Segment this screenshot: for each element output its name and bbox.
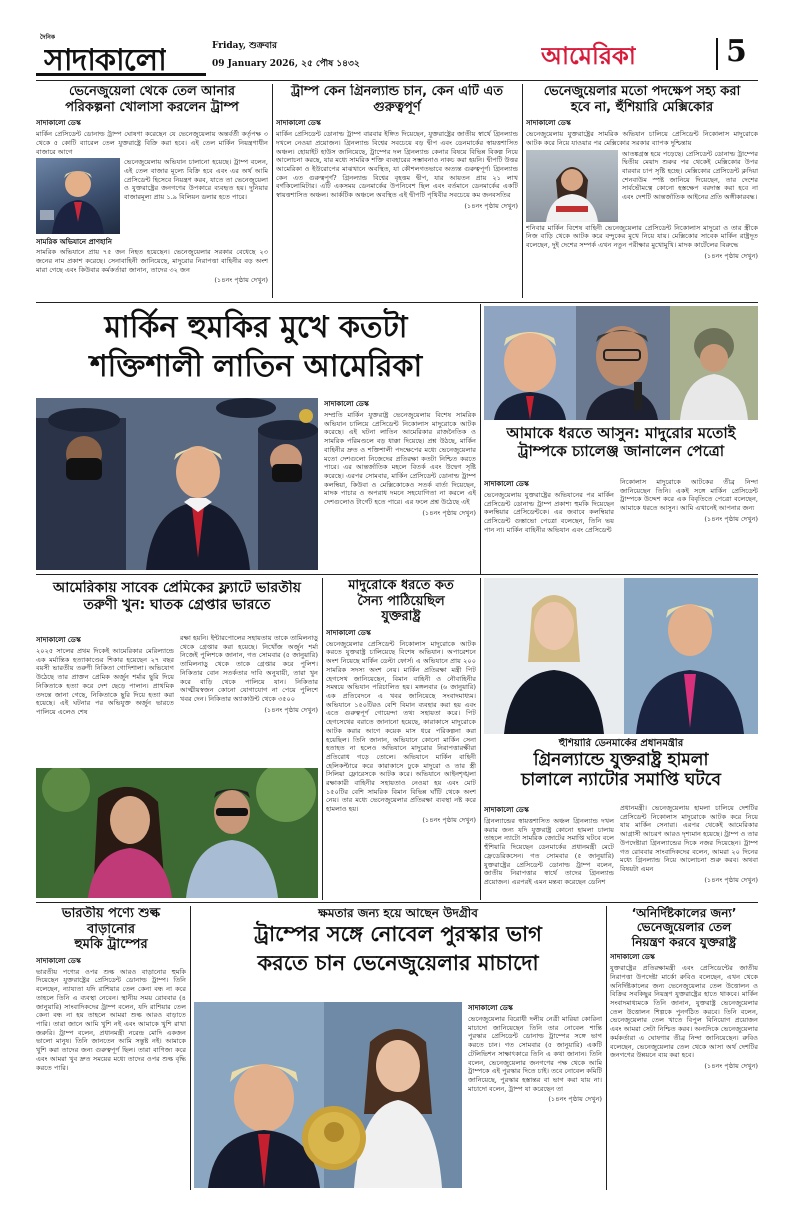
column-rule xyxy=(190,906,191,1190)
body: ভারতীয় পণ্যের ওপর শুল্ক আরও বাড়ানোর হুমকি দিয়েছেন যুক্তরাষ্ট্রের প্রেসিডেন্ট ডোনাল্ড ট্রাম্প। তিনি বলেছেন, ন্যায্যতা যদি রাশিয়ার তেল কেনা বন্ধ না করে তাহলে তিনি এ ব্যবস্থা নেবেন। স্থানীয় সময় রোববার (৪ জানুয়ারি) সাংবাদিকদের ট্রাম্প বলেন, যদি রাশিয়ার তেল কেনা বন্ধ না হয় তাহলে আমরা শুল্ক আরও বাড়াতে পারি। তারা জানে আমি খুশি নই এবং আমাকে খুশি রাখা জরুরি। ট্রাম্প বলেন, প্রধানমন্ত্রী নরেন্দ্র মোদি একজন ভালো মানুষ। তিনি জানতেন আমি সন্তুষ্ট নই। আমাকে খুশি করা তাদের জন্য গুরুত্বপূর্ণ ছিল। তারা বাণিজ্য করে এবং আমরা খুব দ্রুত সময়ের মধ্যে তাদের ওপর শুল্ক বৃদ্ধি করতে পারি। xyxy=(36,967,186,1072)
byline: সাদাকালো ডেস্ক xyxy=(36,119,81,128)
petro-article xyxy=(484,478,758,572)
oil-control-article xyxy=(610,906,758,1190)
body-left: ভেনেজুয়েলায় যুক্তরাষ্ট্রের অভিযানের পর মার্কিন প্রেসিডেন্ট ডোনাল্ড ট্রাম্প প্রকাশ্য হুমকি দিয়েছেন কলম্বিয়ার প্রেসিডেন্টকে। এর জবাবে কলম্বিয়ার প্রেসিডেন্ট গুস্তাভো পেত্রো বলেছেন, তিনি ভয় পান না। মার্কিন বাহিনীর অভিযান এবং প্রেসিডেন্ট xyxy=(484,491,614,534)
body: মার্কিন প্রেসিডেন্ট ডোনাল্ড ট্রাম্প বারবার ইঙ্গিত দিয়েছেন, যুক্তরাষ্ট্রের জাতীয় স্বার্থে গ্রিনল্যান্ড দখলে নেওয়া প্রয়োজন। গ্রিনল্যান্ড বিশ্বের সবচেয়ে বড় দ্বীপ এবং ডেনমার্কের স্বায়ত্তশাসিত অঞ্চল। হোয়াইট হাউস জানিয়েছে, ট্রাম্পের দল গ্রিনল্যান্ড কেনার বিষয়ে বিভিন্ন বিকল্প নিয়ে আলোচনা করছে, যার মধ্যে সামরিক শক্তি ব্যবহারের সম্ভাবনাও নাকচ করা হয়নি। দ্বীপটি উত্তর আমেরিকা ও ইউরোপের মাঝখানে অবস্থিত, যা কৌশলগতভাবে অত্যন্ত গুরুত্বপূর্ণ। গ্রিনল্যান্ড কেন এত গুরুত্বপূর্ণ? গ্রিনল্যান্ড বিশ্বের বৃহত্তম দ্বীপ, যার আয়তন প্রায় ২১ লাখ বর্গকিলোমিটার। এটি একসময় ডেনমার্কের উপনিবেশ ছিল এবং বর্তমানে ডেনমার্কের একটি স্বায়ত্তশাসিত অঞ্চল। আর্কটিক অঞ্চলে অবস্থিত এই দ্বীপটি পৃথিবীর সবচেয়ে কম জনবসতির xyxy=(276,130,518,200)
section-rule xyxy=(36,902,758,903)
byline: সাদাকালো ডেস্ক xyxy=(484,806,529,814)
masthead-day: Friday, শুক্রবার xyxy=(212,41,277,51)
nobel-headline-line2: করতে চান ভেনেজুয়েলার মাচাদো xyxy=(257,950,539,975)
masthead-rule xyxy=(36,80,758,81)
body-top: মার্কিন প্রেসিডেন্ট ডোনাল্ড ট্রাম্প ঘোষণা করেছেন যে ভেনেজুয়েলায় অন্তর্বর্তী কর্তৃপক্ষ ৩ থেকে ৫ কোটি ব্যারেল তেল যুক্তরাষ্ট্রে বিক্রি করা হবে। এই তেল মার্কিন নিয়ন্ত্রণাধীন বাজারে আগে xyxy=(36,130,268,156)
byline: সাদাকালো ডেস্ক xyxy=(36,636,81,644)
lead-headline xyxy=(36,308,476,396)
column-rule xyxy=(480,304,481,574)
section-rule xyxy=(36,574,758,575)
maduro-article xyxy=(326,578,476,900)
byline: সাদাকালো ডেস্ক xyxy=(276,119,321,128)
body-side: ভেনেজুয়েলায় অভিযান চালানো হয়েছে। ট্রাম্প বলেন, এই তেল বাজার মূল্যে বিক্রি হবে এবং এর অর্থ আমি প্রেসিডেন্ট হিসেবে নিয়ন্ত্রণ করব, যাতে তা ভেনেজুয়েলা ও যুক্তরাষ্ট্রের জনগণের উপকারে ব্যবহৃত হয়। দুনিয়ার বাজারমূল্য প্রায় ১.৯ বিলিয়ন ডলার হতে পারে। xyxy=(124,158,268,202)
continued-note: (১৪নং পৃষ্ঠায় দেখুন) xyxy=(214,276,268,285)
column-rule xyxy=(606,906,607,1190)
body-bottom: সামরিক অভিযানে প্রায় ৭৫ জন নিহত হয়েছেন। ভেনেজুয়েলার সরকার বেধেছে ২৩ জনের নাম প্রকাশ করেছে। সেনাবাহিনী জানিয়েছে, মাদুরোর নিরাপত্তা বাহিনীর বড় অংশ মারা গেছে এবং কিউবার কর্মকর্তারা জানান, তাদের ৩২ জন xyxy=(36,248,268,274)
continued-note: (১৪নং পৃষ্ঠায় দেখুন) xyxy=(464,201,518,210)
nato-article xyxy=(484,804,758,900)
murder-article xyxy=(36,634,318,764)
section-rule xyxy=(36,302,758,303)
photo-trump-petro xyxy=(484,306,758,420)
petro-headline-line2: ট্রাম্পকে চ্যালেঞ্জ জানালেন পেত্রো xyxy=(517,442,725,460)
continued-note: (১৪নং পৃষ্ঠায় দেখুন) xyxy=(264,705,318,714)
masthead-date-block xyxy=(212,38,412,72)
body-right: নিকোলাস মাদুরোকে আটকের তীব্র নিন্দা জানিয়েছেন তিনি। একই সঙ্গে মার্কিন প্রেসিডেন্ট ট্রাম্পকে উদ্দেশ করে এক বিবৃতিতে পেত্রো বলেছেন, আমাকে ধরতে আসুন। আমি এখানেই আপনার জন্য xyxy=(620,478,758,513)
tariff-article xyxy=(36,906,186,1190)
masthead-date: 09 January 2026, ২৫ পৌষ ১৪৩২ xyxy=(212,59,360,69)
masthead-page-divider xyxy=(716,38,718,70)
nobel-headline-line1: ট্রাম্পের সঙ্গে নোবেল পুরস্কার ভাগ xyxy=(254,922,542,947)
body-top: ভেনেজুয়েলায় যুক্তরাষ্ট্রের সামরিক অভিযান চালিয়ে প্রেসিডেন্ট নিকোলাস মাদুরোকে আটক করে নিয়ে যাওয়ার পর মেক্সিকোর সরকার ব্যাপক দুশ্চিন্তায় xyxy=(526,130,758,147)
nobel-article xyxy=(468,1002,602,1190)
headline: ট্রাম্প কেন গ্রিনল্যান্ড চান, কেন এটি এত গুরুত্বপূর্ণ xyxy=(290,84,504,115)
column-rule xyxy=(272,84,273,298)
byline: সাদাকালো ডেস্ক xyxy=(610,953,655,962)
body: সম্প্রতি মার্কিন যুক্তরাষ্ট্র ভেনেজুয়েলায় বিশেষ সামরিক অভিযান চালিয়ে প্রেসিডেন্ট নিকোলাস মাদুরোকে আটক করেছে। এই ঘটনা লাতিন আমেরিকার রাজনৈতিক ও সামরিক পরিমণ্ডলে বড় ধাক্কা দিয়েছে। প্রশ্ন উঠছে, মার্কিন বাহিনীর দ্রুত ও শক্তিশালী পদক্ষেপের মধ্যে ভেনেজুয়েলার মতো দেশগুলো নিজেদের প্রতিরক্ষা কতটা নিশ্চিত করতে পারে। এর আন্তর্জাতিক মহলে বিতর্ক এবং উদ্বেগ সৃষ্টি করেছে। এরপর সোমবার, মার্কিন প্রেসিডেন্ট ডোনাল্ড ট্রাম্প কলম্বিয়া, কিউবা ও মেক্সিকোকেও সতর্ক বার্তা দিয়েছেন, মাদক পাচার ও অপরাধ দমনে সহযোগিতা না করলে এই দেশগুলোও টার্গেট হতে পারে। এর ফলে প্রশ্ন উঠেছে এই xyxy=(324,411,476,507)
article-trump-oil xyxy=(36,84,268,300)
masthead-logo-small: দৈনিক xyxy=(40,34,56,41)
tariff-headline-line1: ভারতীয় পণ্যে শুল্ক xyxy=(61,906,161,921)
body-left: গ্রিনল্যান্ডের স্বায়ত্তশাসিত অঞ্চল গ্রিনল্যান্ড দখল করার জন্য যদি যুক্তরাষ্ট্র কোনো হামলা চালায় তাহলে ন্যাটো সামরিক জোটের সমাপ্তি ঘটবে বলে হুঁশিয়ারি দিয়েছেন ডেনমার্কের প্রধানমন্ত্রী মেটে ফ্রেডেরিকসেন। গত সোমবার (৫ জানুয়ারি) যুক্তরাষ্ট্রের প্রেসিডেন্ট ডোনাল্ড ট্রাম্প বলেন, জাতীয় নিরাপত্তার স্বার্থে তাদের গ্রিনল্যান্ড প্রয়োজন। এরপরই এমন মন্তব্য করেছেন ডেনিশ xyxy=(484,817,614,886)
photo-frederiksen-trump xyxy=(484,578,758,734)
body-bottom: শনিবার মার্কিন বিশেষ বাহিনী ভেনেজুয়েলার প্রেসিডেন্ট নিকোলাস মাদুরো ও তার স্ত্রীকে নিজ বাড়ি থেকে আটক করে বন্দুকের মুখে নিয়ে যায়। মেক্সিকোর সাবেক মার্কিন রাষ্ট্রদূত বলেছেন, দুই দেশের সম্পর্ক এখন নতুন পরীক্ষার মুখোমুখি। মাদক কার্টেলের বিরুদ্ধে xyxy=(526,223,758,249)
article-mexico-warning xyxy=(526,84,758,300)
masthead-logo: সাদাকালো xyxy=(44,43,166,76)
masthead-logo-block xyxy=(36,32,206,76)
lead-headline-line1: মার্কিন হুমকির মুখে কতটা xyxy=(104,310,408,345)
subhead: সামরিক অভিযানে প্রাণহানি xyxy=(36,238,112,247)
body-left: ২০২৫ সালের প্রথম দিকেই আমেরিকার মেরিল্যান্ডে এক মর্মান্তিক হত্যাকাণ্ডের শিকার হয়েছেন ২৭ বছর বয়সী ভারতীয় তরুণী নিকিতা গোদিশালা। অভিযোগ উঠেছে তার প্রাক্তন প্রেমিক অর্জুন শর্মার ছুরি দিয়ে নিকিতাকে হত্যা করে দেশ ছেড়ে পালান। প্রাথমিক তদন্তে জানা গেছে, নিকিতাকে ছুরি দিয়ে হত্যা করা হয়েছে। এই ঘটনার পর অভিযুক্ত অর্জুন ভারতে পালিয়ে এলেও শেষ xyxy=(36,647,174,716)
byline: সাদাকালো ডেস্ক xyxy=(468,1004,513,1012)
byline: সাদাকালো ডেস্ক xyxy=(36,956,81,965)
murder-headline xyxy=(36,580,318,632)
continued-note: (১৪নং পৃষ্ঠায় দেখুন) xyxy=(548,1095,602,1104)
photo-trump-speaking xyxy=(36,158,120,234)
murder-headline-line2: তরুণী খুন: ঘাতক গ্রেপ্তার ভারতে xyxy=(83,596,271,613)
byline: সাদাকালো ডেস্ক xyxy=(484,480,529,488)
body-right: রক্ষা হয়নি। ইন্টারপোলের সহায়তায় তাকে তামিলনাড়ু থেকে গ্রেপ্তার করা হয়েছে। নিখোঁজ অর্জুন শর্মা নিজেই পুলিশকে জানান, গত সোমবার (৫ জানুয়ারি) তামিলনাড়ু থেকে তাকে গ্রেপ্তার করে পুলিশ। নিকিতার বোন সতর্কতার দাবি অনুযায়ী, তারা খুন করে বাড়ি থেকে পালিয়ে যান। নিকিতার আত্মীয়স্বজন কোনো যোগাযোগ না পেয়ে পুলিশে খবর দেন। নিকিতার অ্যাকাউন্ট থেকে ৩৫০০ xyxy=(180,634,318,703)
maduro-headline-line1: মাদুরোকে ধরতে কত xyxy=(348,578,454,593)
body: ভেনেজুয়েলার বিরোধী দলীয় নেত্রী মারিয়া কোরিনা মাচাদো জানিয়েছেন তিনি তার নোবেল শান্তি পুরস্কার প্রেসিডেন্ট ডোনাল্ড ট্রাম্পের সঙ্গে ভাগ করতে চান। গত সোমবার (৫ জানুয়ারি) একটি টেলিভিশন সাক্ষাৎকারে তিনি এ কথা জানান। তিনি বলেন, ভেনেজুয়েলার জনগণের পক্ষ থেকে আমি ট্রাম্পকে এই পুরস্কার দিতে চাই। তবে নোবেল কমিটি জানিয়েছে, পুরস্কার হস্তান্তর বা ভাগ করা যায় না। মাচাদো বলেন, ট্রাম্প যা করেছেন তা xyxy=(468,1015,602,1093)
tariff-headline-line3: হুমকি ট্রাম্পের xyxy=(74,937,148,953)
lead-article xyxy=(324,398,476,570)
body-right: প্রধানমন্ত্রী। ভেনেজুয়েলায় হামলা চালিয়ে দেশটির প্রেসিডেন্ট নিকোলাস মাদুরোকে আটক করে নিয়ে যায় মার্কিন সেনারা। এরপর থেকেই আমেরিকার আগ্রাসী আচরণ আরও দৃশ্যমান হয়েছে। ট্রাম্প ও তার উপদেষ্টারা গ্রিনল্যান্ডের দিকে নজর দিয়েছেন। ট্রাম্প গত রোববার সাংবাদিকদের বলেন, আমরা ২০ দিনের মধ্যে গ্রিনল্যান্ড নিয়ে আলোচনা শুরু করব। অথবা বিষয়টা এমন xyxy=(620,804,758,873)
byline: সাদাকালো ডেস্ক xyxy=(324,400,369,408)
photo-trump-cadets xyxy=(36,398,318,570)
column-rule xyxy=(522,84,523,298)
continued-note: (১৪নং পৃষ্ঠায় দেখুন) xyxy=(422,508,476,517)
continued-note: (১৪নং পৃষ্ঠায় দেখুন) xyxy=(422,815,476,824)
photo-nikita-arjun xyxy=(36,768,318,898)
maduro-headline-line3: যুক্তরাষ্ট্র xyxy=(381,609,421,625)
continued-note: (১৪নং পৃষ্ঠায় দেখুন) xyxy=(704,1061,758,1070)
maduro-headline-line2: সৈন্য পাঠিয়েছিল xyxy=(357,593,445,609)
oil-headline-line3: নিয়ন্ত্রণ করবে যুক্তরাষ্ট্র xyxy=(631,934,737,949)
body: ভেনেজুয়েলার প্রেসিডেন্ট নিকোলাস মাদুরোকে আটক করতে যুক্তরাষ্ট্র চালিয়েছে বিশেষ অভিযান। অপারেশনে অংশ নিয়েছে মার্কিন ডেল্টা ফোর্স। এ অভিযানে প্রায় ২০০ সামরিক সদস্য অংশ নেয়। মার্কিন প্রতিরক্ষা মন্ত্রী পিট হেগসেথ জানিয়েছেন, বিমান বাহিনী ও নৌবাহিনীর সমন্বয়ে অভিযান পরিচালিত হয়। মঙ্গলবার (৬ জানুয়ারি) এক প্রতিবেদনে এ খবর জানিয়েছে সংবাদমাধ্যম। অভিযানে ১৫০টিরও বেশি বিমান ব্যবহার করা হয় এবং এতে গুরুত্বপূর্ণ গোয়েন্দা তথ্য সহায়তা করে। পিট হেগসেথের বরাতে জানানো হয়েছে, কারাকাসে মাদুরোকে আটক করার আগে কয়েক মাস ধরে পরিকল্পনা করা হয়েছিল। তিনি জানান, অভিযানে কোনো মার্কিন সেনা হতাহত না হলেও অভিযানে মাদুরোর নিরাপত্তারক্ষীরা প্রতিরোধ গড়ে তোলে। অভিযানে মার্কিন বাহিনী হেলিকপ্টারে করে কারাকাসে ঢুকে মাদুরো ও তার স্ত্রী সিলিয়া ফ্লোরেসকে আটক করে। অভিযানে আইনশৃঙ্খলা রক্ষাকারী বাহিনীর সহায়তাও নেওয়া হয় এবং মোট ১৫০টির বেশি সামরিক বিমান বিভিন্ন ঘাঁটি থেকে অংশ নেয়। তার মধ্যে ভেনেজুয়েলার প্রতিরক্ষা ব্যবস্থা নষ্ট করে হামলাও হয়। xyxy=(326,639,476,814)
photo-sheinbaum xyxy=(526,150,618,222)
body: যুক্তরাষ্ট্রের প্রতিরক্ষামন্ত্রী এবং প্রেসিডেন্টের জাতীয় নিরাপত্তা উপদেষ্টা মার্কো রুবিও বলেছেন, এখন থেকে অনির্দিষ্টকালের জন্য ভেনেজুয়েলার তেল উত্তোলন ও বিক্রির সবকিছুর নিয়ন্ত্রণ যুক্তরাষ্ট্রের হাতে থাকবে। মার্কিন সংবাদমাধ্যমকে তিনি জানান, যুক্তরাষ্ট্র ভেনেজুয়েলার তেল উত্তোলন শিল্পকে পুনর্গঠিত করবে। তিনি বলেন, ভেনেজুয়েলার তেল খাতে বিপুল বিনিয়োগ প্রয়োজন এবং আমরা সেটা নিশ্চিত করব। অন্যদিকে ভেনেজুয়েলার কর্মকর্তারা এ ঘোষণার তীব্র নিন্দা জানিয়েছেন। রুবিও বলেছেন, ভেনেজুয়েলার তেল থেকে আসা অর্থ দেশটির জনগণের উন্নয়নে ব্যয় করা হবে। xyxy=(610,964,758,1060)
nato-headline xyxy=(484,738,758,800)
oil-headline-line1: ‘অনির্দিষ্টকালের জন্য’ xyxy=(631,906,737,920)
nobel-headline xyxy=(194,906,602,996)
photo-trump-machado-nobel xyxy=(194,1002,462,1188)
body-side: আতঙ্কগ্রস্ত হয়ে পড়েছে। প্রেসিডেন্ট ডোনাল্ড ট্রাম্পের দ্বিতীয় মেয়াদ শুরুর পর থেকেই মেক্সিকোর উপর বারবার চাপ সৃষ্টি হচ্ছে। মেক্সিকোর প্রেসিডেন্ট ক্লদিয়া শেনবাউম স্পষ্ট জানিয়ে দিয়েছেন, তার দেশের সার্বভৌমত্বে কোনো হস্তক্ষেপ বরদাস্ত করা হবে না এবং দেশটি আন্তর্জাতিক আইনের প্রতি অঙ্গীকারবদ্ধ। xyxy=(622,149,758,202)
column-rule xyxy=(322,578,323,900)
lead-headline-line2: শক্তিশালী লাতিন আমেরিকা xyxy=(89,349,423,384)
nato-headline-line1: গ্রিনল্যান্ডে যুক্তরাষ্ট্র হামলা xyxy=(533,750,709,770)
nato-kicker: হুঁশিয়ারি ডেনমার্কের প্রধানমন্ত্রীর xyxy=(558,738,684,749)
byline: সাদাকালো ডেস্ক xyxy=(526,119,571,128)
tariff-headline-line2: বাড়ানোর xyxy=(87,921,135,937)
nato-headline-line2: চালালে ন্যাটোর সমাপ্তি ঘটবে xyxy=(521,770,721,791)
petro-headline xyxy=(484,424,758,474)
headline: ভেনেজুয়েলা থেকে তেল আনার পরিকল্পনা খোলাসা করলেন ট্রাম্প xyxy=(65,84,239,115)
murder-headline-line1: আমেরিকায় সাবেক প্রেমিকের ফ্ল্যাটে ভারতীয় xyxy=(53,580,301,596)
continued-note: (১৪নং পৃষ্ঠায় দেখুন) xyxy=(704,875,758,884)
byline: সাদাকালো ডেস্ক xyxy=(326,628,371,637)
continued-note: (১৪নং পৃষ্ঠায় দেখুন) xyxy=(704,514,758,523)
oil-headline-line2: ভেনেজুয়েলার তেল xyxy=(636,920,732,935)
continued-note: (১৪নং পৃষ্ঠায় দেখুন) xyxy=(704,251,758,260)
masthead-page-number: 5 xyxy=(726,34,747,69)
column-rule xyxy=(480,578,481,900)
nobel-kicker: ক্ষমতার জন্য হয়ে আছেন উদগ্রীব xyxy=(318,906,478,920)
masthead-section: আমেরিকা xyxy=(541,42,636,70)
headline: ভেনেজুয়েলার মতো পদক্ষেপ সহ্য করা হবে না, হুঁশিয়ারি মেক্সিকোর xyxy=(543,84,741,115)
masthead xyxy=(36,32,758,80)
petro-headline-line1: আমাকে ধরতে আসুন: মাদুরোর মতোই xyxy=(506,424,736,442)
article-greenland-why xyxy=(276,84,518,300)
